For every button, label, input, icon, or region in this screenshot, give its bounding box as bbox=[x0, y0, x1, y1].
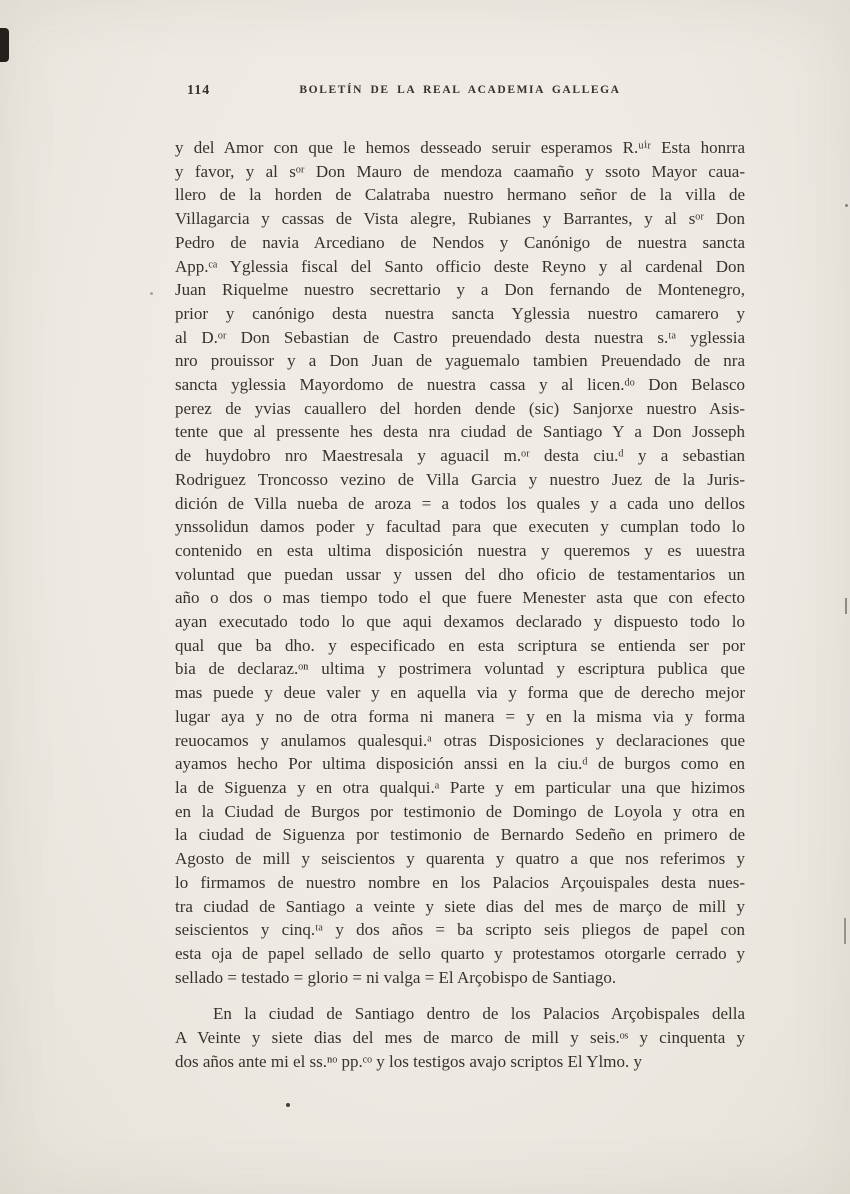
text-line: en la Ciudad de Burgos por testimonio de Domingo de Loyola y otra en bbox=[175, 801, 745, 821]
text-line: Juan Riquelme nuestro secrettario y a Don fernando de Montenegro, bbox=[175, 280, 745, 300]
page-number: 114 bbox=[187, 83, 211, 98]
text-line: tente que al pressente hes desta nra ciudad de Santiago Y a Don Josseph bbox=[175, 422, 745, 442]
text-line: la de Siguenza y en otra qualqui.ᵃ Parte y em particular una que hizimos bbox=[175, 777, 745, 797]
text-line: A Veinte y siete dias del mes de marco de mill y seis.ᵒˢ y cinquenta y bbox=[175, 1028, 745, 1048]
text-line: tra ciudad de Santiago a veinte y siete dias del mes de março de mill y bbox=[175, 896, 745, 916]
scan-artifact bbox=[845, 598, 847, 614]
scan-artifact bbox=[845, 204, 848, 207]
text-line: ayan executado todo lo que aqui dexamos declarado y dispuesto todo lo bbox=[175, 612, 745, 632]
text-line: ayamos hecho Por ultima disposición anssi en la ciu.ᵈ de burgos como en bbox=[175, 754, 745, 774]
text-line: sancta yglessia Mayordomo de nuestra cassa y al licen.ᵈᵒ Don Belasco bbox=[175, 375, 745, 395]
text-line: reuocamos y anulamos qualesqui.ᵃ otras Disposiciones y declaraciones que bbox=[175, 730, 745, 750]
text-line: En la ciudad de Santiago dentro de los Palacios Arçobispales della bbox=[213, 1004, 745, 1024]
text-line: App.ᶜᵃ Yglessia fiscal del Santo officio deste Reyno y al cardenal Don bbox=[175, 256, 745, 276]
text-line: Rodriguez Troncosso vezino de Villa Garcia y nuestro Juez de la Juris- bbox=[175, 469, 745, 489]
text-line: nro prouissor y a Don Juan de yaguemalo tambien Preuendado de nra bbox=[175, 351, 745, 371]
text-line: dición de Villa nueba de aroza = a todos los quales y a cada uno dellos bbox=[175, 493, 745, 513]
text-line: la ciudad de Siguenza por testimonio de Bernardo Sedeño en primero de bbox=[175, 825, 745, 845]
page-header bbox=[175, 82, 745, 102]
text-line: Pedro de navia Arcediano de Nendos y Canónigo de nuestra sancta bbox=[175, 232, 745, 252]
text-line: y del Amor con que le hemos desseado seruir esperamos R.ᵘⁱʳ Esta honrra bbox=[175, 138, 745, 157]
scan-artifact bbox=[150, 292, 153, 295]
text-line: Agosto de mill y seiscientos y quarenta y quatro a que nos referimos y bbox=[175, 849, 745, 869]
text-line: al D.ᵒʳ Don Sebastian de Castro preuendado desta nuestra s.ᵗᵃ yglessia bbox=[175, 327, 745, 347]
text-line: seiscientos y cinq.ᵗᵃ y dos años = ba scripto seis pliegos de papel con bbox=[175, 920, 745, 940]
text-line: dos años ante mi el ss.ⁿᵒ pp.ᶜᵒ y los testigos avajo scriptos El Ylmo. y bbox=[175, 1051, 642, 1071]
text-line: Villagarcia y cassas de Vista alegre, Rubianes y Barrantes, y al sᵒʳ Don bbox=[175, 209, 745, 229]
text-line: de huydobro nro Maestresala y aguacil m.ᵒʳ desta ciu.ᵈ y a sebastian bbox=[175, 446, 745, 466]
text-line: ynssolidun damos poder y facultad para que executen y cumplan todo lo bbox=[175, 517, 745, 537]
journal-title: BOLETÍN DE LA REAL ACADEMIA GALLEGA bbox=[299, 84, 621, 96]
page-body bbox=[175, 136, 745, 1073]
text-line: lo firmamos de nuestro nombre en los Palacios Arçouispales desta nues- bbox=[175, 872, 745, 892]
text-line: bia de declaraz.ᵒⁿ ultima y postrimera voluntad y escriptura publica que bbox=[175, 659, 745, 679]
paragraph bbox=[175, 1002, 745, 1073]
text-line: voluntad que puedan ussar y ussen del dho oficio de testamentarios un bbox=[175, 564, 745, 584]
text-line: qual que ba dho. y especificado en esta scriptura se entienda ser por bbox=[175, 635, 745, 655]
text-line: mas puede y deue valer y en aquella via y forma que de derecho mejor bbox=[175, 683, 745, 703]
text-line: sellado = testado = glorio = ni valga = El Arçobispo de Santiago. bbox=[175, 967, 617, 987]
text-line: contenido en esta ultima disposición nuestra y queremos y es uuestra bbox=[175, 540, 745, 560]
text-line: llero de la horden de Calatraba nuestro hermano señor de la villa de bbox=[175, 185, 745, 205]
text-line: esta oja de papel sellado de sello quarto y protestamos otorgarle cerrado y bbox=[175, 943, 745, 963]
text-line: año o dos o mas tiempo todo el que fuere Menester asta que con efecto bbox=[175, 588, 745, 608]
scan-artifact bbox=[844, 918, 846, 944]
scan-artifact bbox=[286, 1103, 290, 1107]
scan-artifact bbox=[0, 28, 9, 62]
text-line: perez de yvias cauallero del horden dende (sic) Sanjorxe nuestro Asis- bbox=[175, 398, 745, 418]
text-line: y favor, y al sᵒʳ Don Mauro de mendoza caamaño y ssoto Mayor caua- bbox=[175, 161, 745, 181]
paragraph bbox=[175, 136, 745, 989]
text-line: prior y canónigo desta nuestra sancta Yglessia nuestro camarero y bbox=[175, 303, 745, 323]
text-line: lugar aya y no de otra forma ni manera = y en la misma via y forma bbox=[175, 706, 745, 726]
